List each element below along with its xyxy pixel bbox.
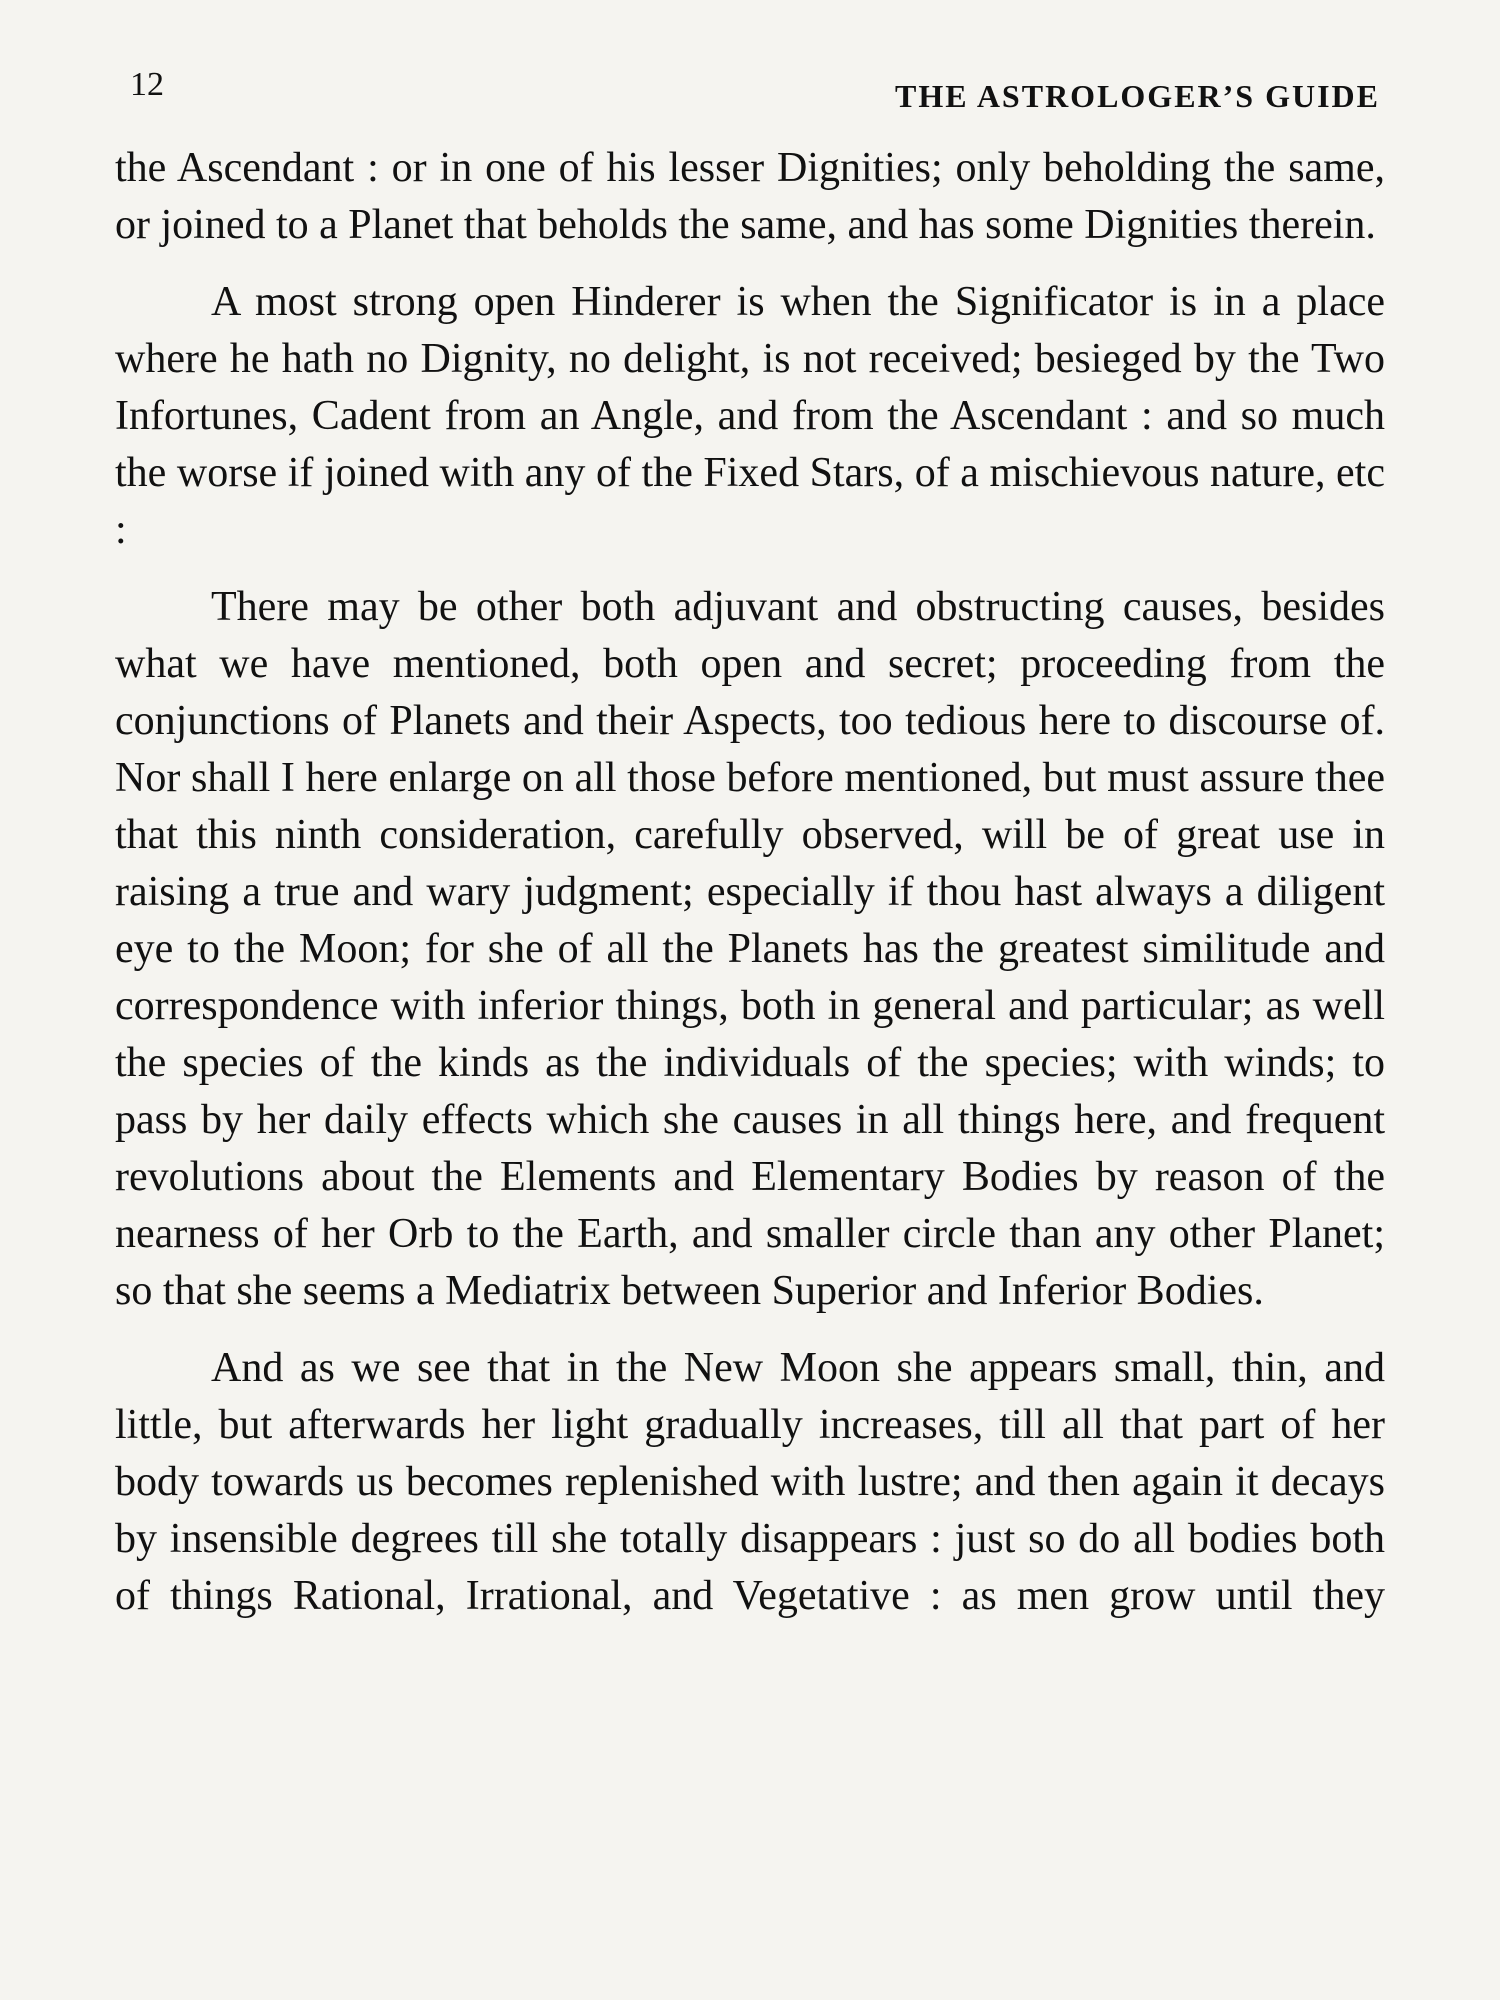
paragraph-3: There may be other both adjuvant and obstructing causes, besides what we have mentioned, both open and secret; proceeding from the conjunctions of Planets and their Aspects, too tedious here to discourse of. Nor shall I here enlarge on all those before mentioned, but must assure thee that this ninth consideration, carefully observed, will be of great use in raising a true and wary judgment; especially if thou hast always a diligent eye to the Moon; for she of all the Planets has the greatest similitude and correspondence with inferior things, both in general and particular; as well the species of the kinds as the individuals of the species; with winds; to pass by her daily effects which she causes in all things here, and frequent revolutions about the Elements and Elementary Bodies by reason of the nearness of her Orb to the Earth, and smaller circle than any other Planet; so that she seems a Mediatrix between Superior and Inferior Bodies. xyxy=(115,584,1385,1314)
page-number: 12 xyxy=(130,66,164,103)
paragraph-1: the Ascendant : or in one of his lesser Dignities; only beholding the same, or joined to a Planet that beholds the same, and has some Dignities therein. xyxy=(115,145,1385,248)
running-head: THE ASTROLOGER’S GUIDE xyxy=(895,78,1380,114)
paragraph-2: A most strong open Hinderer is when the Significator is in a place where he hath no Dignity, no delight, is not received; besieged by the Two Infortunes, Cadent from an Angle, and from the Ascendant : and so much the worse if joined with any of the Fixed Stars, of a mischievous nature, etc : xyxy=(115,279,1385,553)
body-text xyxy=(115,140,1385,1645)
page-header xyxy=(130,62,1380,122)
paragraph-4: And as we see that in the New Moon she appears small, thin, and little, but afterwards her light gradually increases, till all that part of her body towards us becomes replenished with lustre; and then again it decays by insensible degrees till she totally disappears : just so do all bodies both of things Rational, Irrational, and Vegetative : as men grow until they xyxy=(115,1345,1385,1619)
